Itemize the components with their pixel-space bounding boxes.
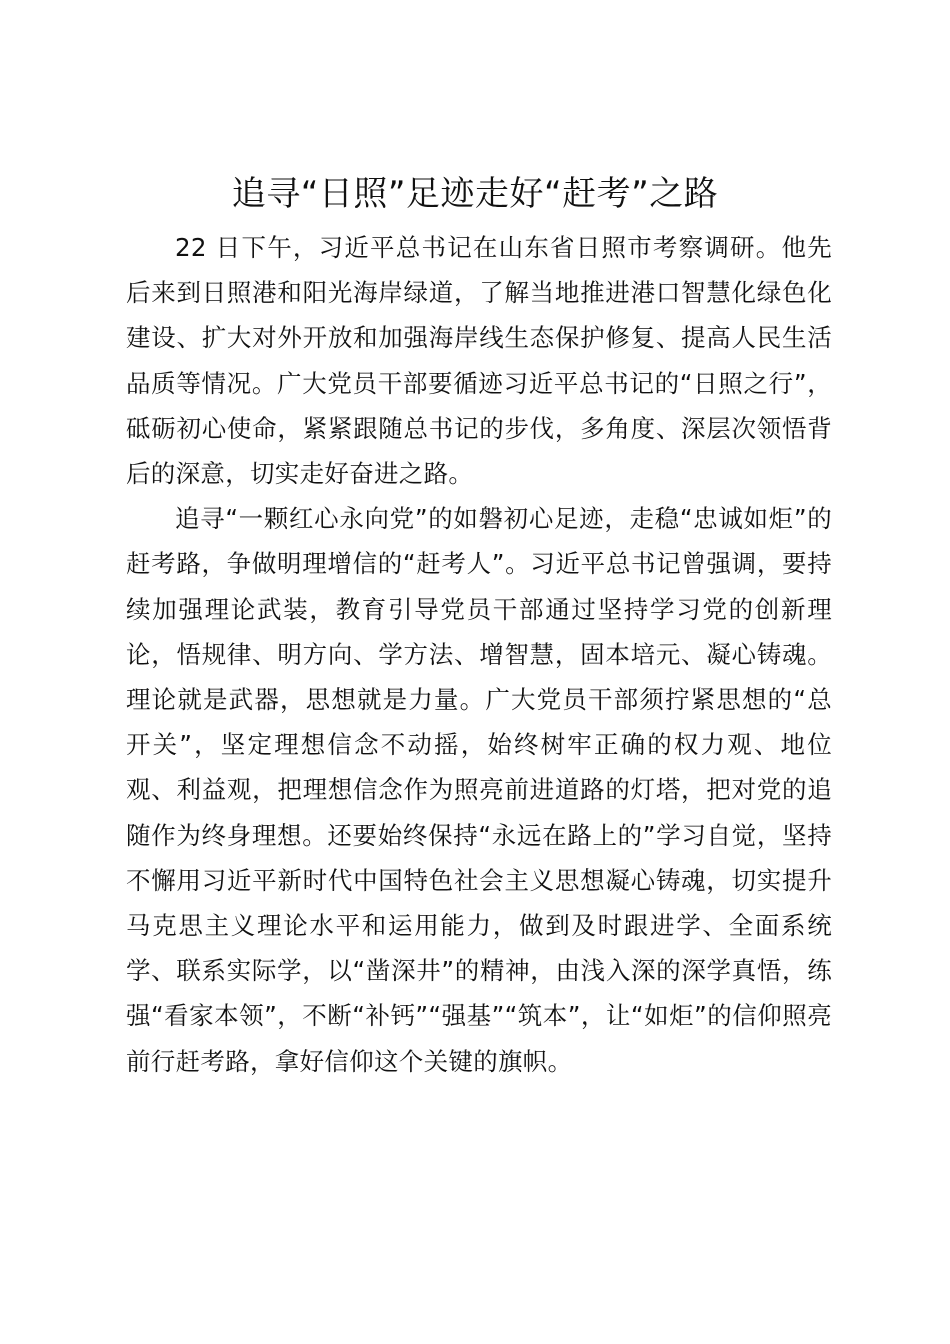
document-title: 追寻“日照”足迹走好“赶考”之路 (231, 174, 719, 214)
document-body (126, 225, 832, 1084)
body-paragraph-2: 追寻“一颗红心永向党”的如磐初心足迹，走稳“忠诚如炬”的赶考路，争做明理增信的“赶考人”。习近平总书记曾强调，要持续加强理论武装，教育引导党员干部通过坚持学习党的创新理论，悟规律、明方向、学方法、增智慧，固本培元、凝心铸魂。理论就是武器，思想就是力量。广大党员干部须拧紧思想的“总开关”，坚定理想信念不动摇，始终树牢正确的权力观、地位观、利益观，把理想信念作为照亮前进道路的灯塔，把对党的追随作为终身理想。还要始终保持“永远在路上的”学习自觉，坚持不懈用习近平新时代中国特色社会主义思想凝心铸魂，切实提升马克思主义理论水平和运用能力，做到及时跟进学、全面系统学、联系实际学，以“凿深井”的精神，由浅入深的深学真悟，练强“看家本领”，不断“补钙”“强基”“筑本”，让“如炬”的信仰照亮前行赶考路，拿好信仰这个关键的旗帜。 (126, 504, 832, 1076)
body-paragraph-1: 22 日下午，习近平总书记在山东省日照市考察调研。他先后来到日照港和阳光海岸绿道，了解当地推进港口智慧化绿色化建设、扩大对外开放和加强海岸线生态保护修复、提高人民生活品质等情况。广大党员干部要循迹习近平总书记的“日照之行”，砥砺初心使命，紧紧跟随总书记的步伐，多角度、深层次领悟背后的深意，切实走好奋进之路。 (126, 233, 832, 489)
